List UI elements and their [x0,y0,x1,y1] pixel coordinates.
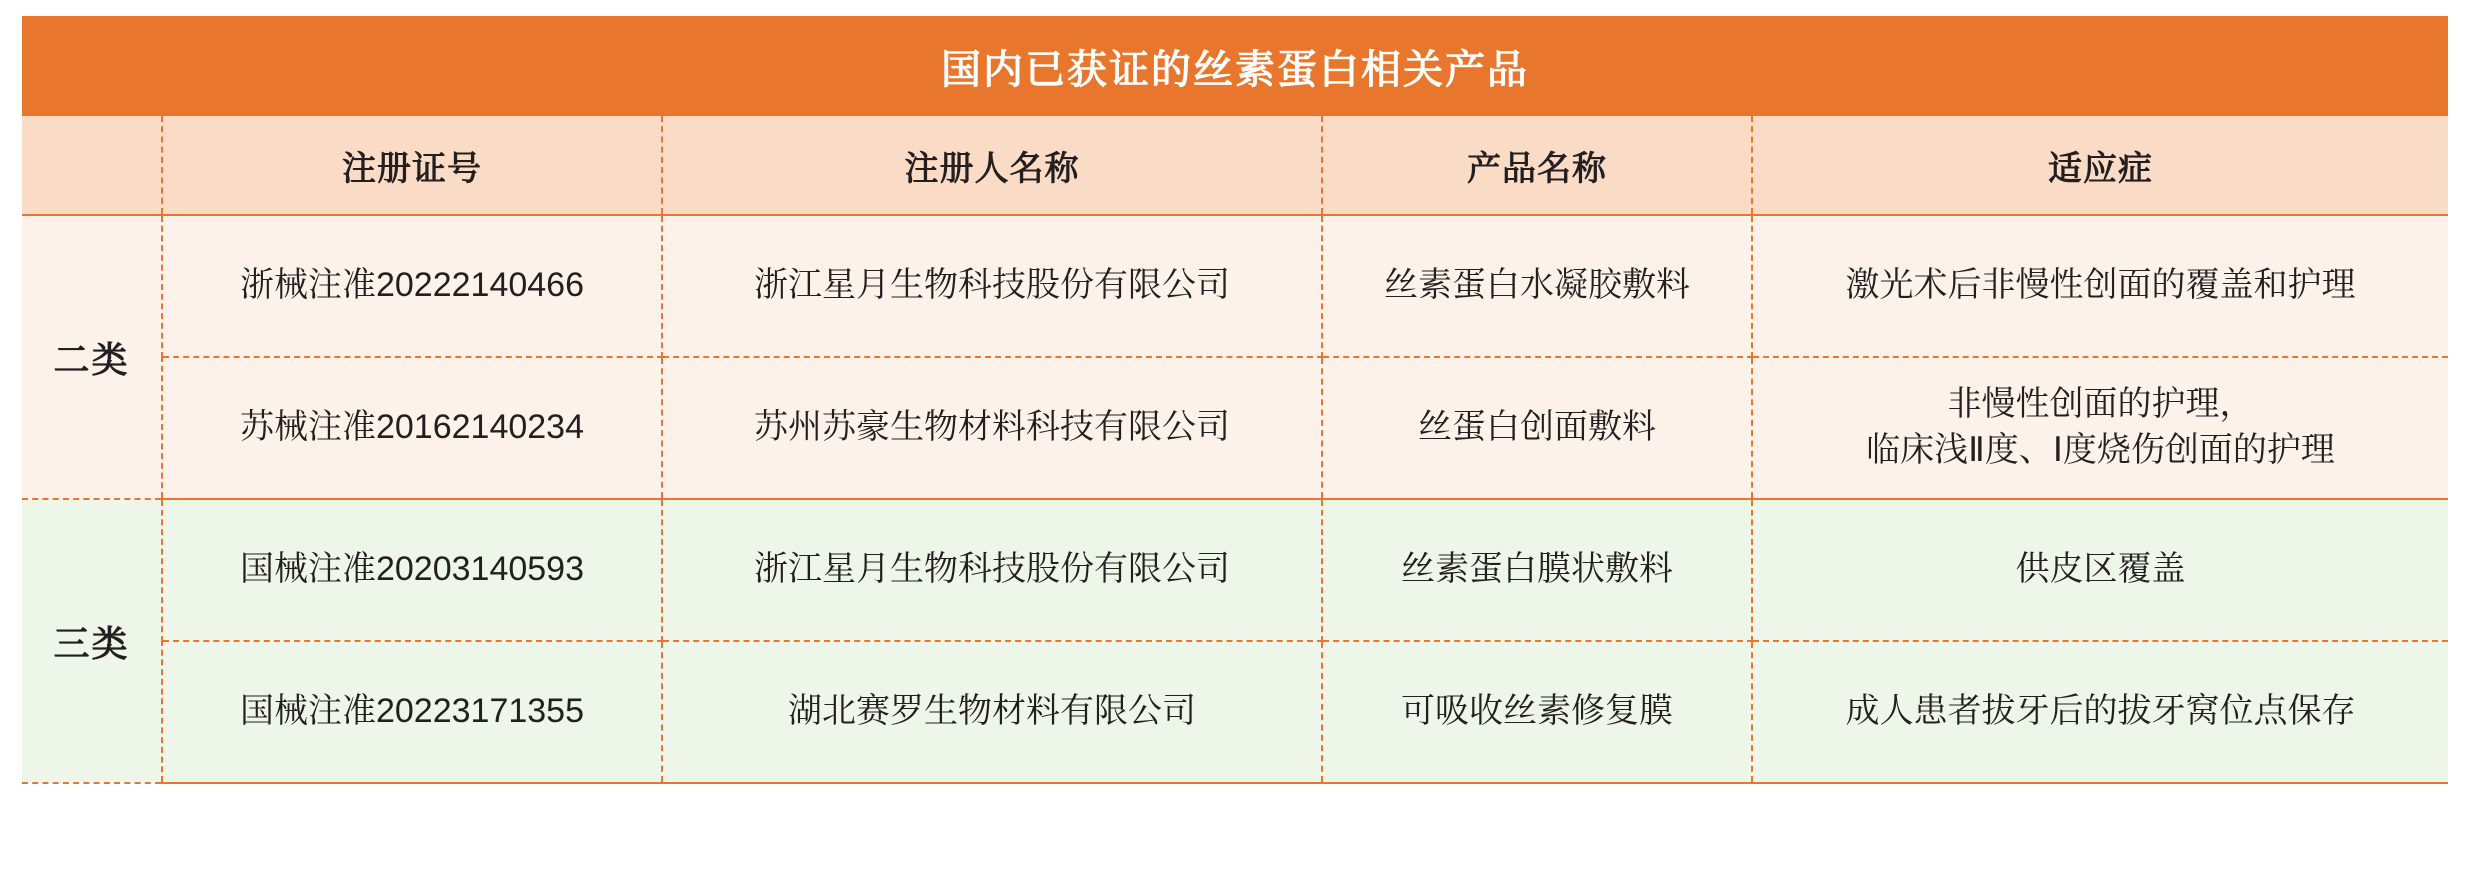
column-header-reg-no: 注册证号 [162,116,662,215]
cell-indication: 成人患者拔牙后的拔牙窝位点保存 [1752,641,2448,783]
table-header-row [22,116,2448,215]
cell-indication: 激光术后非慢性创面的覆盖和护理 [1752,215,2448,357]
column-header-product: 产品名称 [1322,116,1752,215]
table-title-row [22,16,2448,116]
table-title: 国内已获证的丝素蛋白相关产品 [22,16,2448,116]
cell-indication: 供皮区覆盖 [1752,499,2448,641]
table-row [22,641,2448,783]
category-cell-class-3: 三类 [22,499,162,783]
cell-product: 丝素蛋白膜状敷料 [1322,499,1752,641]
cell-reg-no: 苏械注准20162140234 [162,357,662,499]
cell-product: 丝素蛋白水凝胶敷料 [1322,215,1752,357]
cell-indication-line-2: 临床浅Ⅱ度、Ⅰ度烧伤创面的护理 [1866,431,2335,469]
category-cell-class-2: 二类 [22,215,162,499]
table-row [22,357,2448,499]
column-header-registrant: 注册人名称 [662,116,1322,215]
cell-product: 可吸收丝素修复膜 [1322,641,1752,783]
cell-indication [1752,357,2448,499]
cell-registrant: 浙江星月生物科技股份有限公司 [662,215,1322,357]
column-header-indication: 适应症 [1752,116,2448,215]
table-row [22,499,2448,641]
cell-product: 丝蛋白创面敷料 [1322,357,1752,499]
cell-registrant: 浙江星月生物科技股份有限公司 [662,499,1322,641]
column-header-category [22,116,162,215]
cell-reg-no: 国械注准20223171355 [162,641,662,783]
cell-registrant: 湖北赛罗生物材料有限公司 [662,641,1322,783]
cell-registrant: 苏州苏豪生物材料科技有限公司 [662,357,1322,499]
cell-reg-no: 浙械注准20222140466 [162,215,662,357]
table-row [22,215,2448,357]
cell-indication-line-1: 非慢性创面的护理， [1947,385,2254,424]
products-table [22,16,2448,784]
cell-reg-no: 国械注准20203140593 [162,499,662,641]
